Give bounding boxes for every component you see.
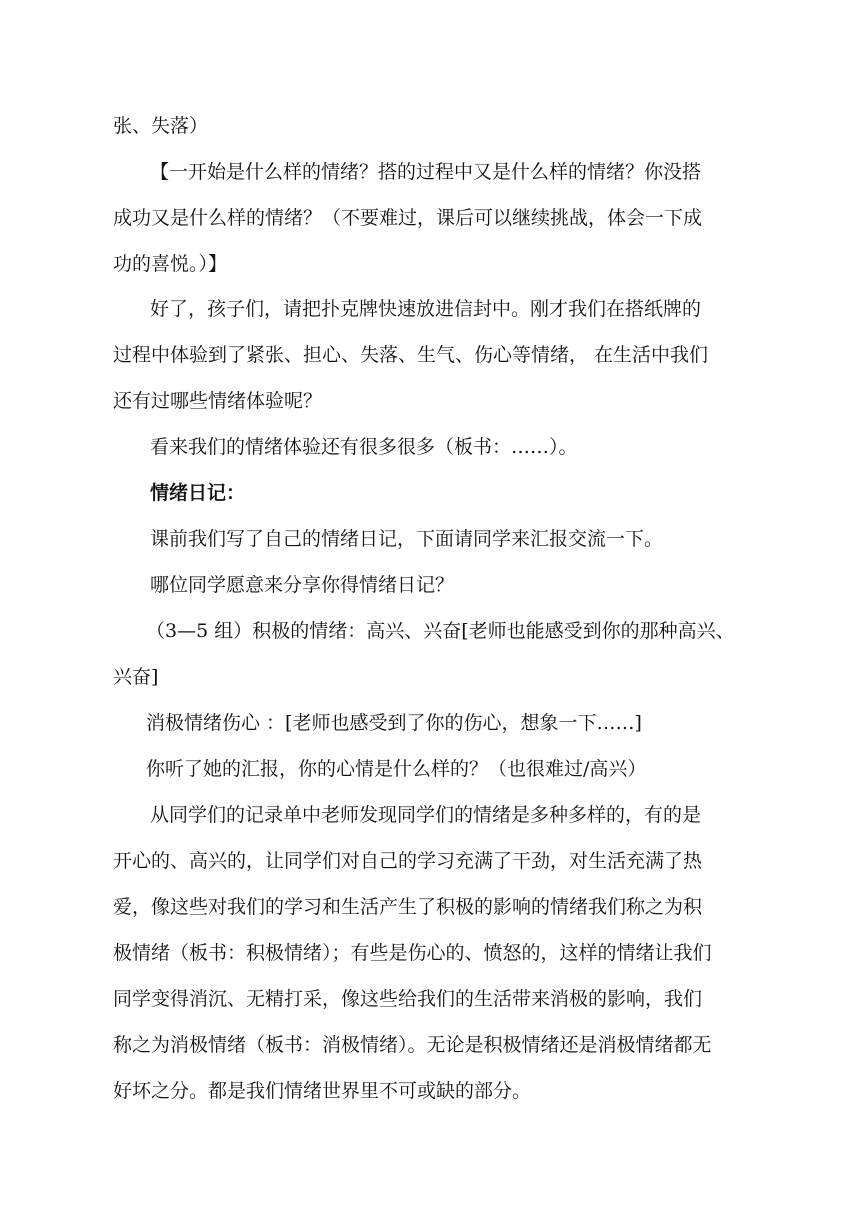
paragraph-line: 张、失落） <box>113 115 209 137</box>
paragraph-line: 你听了她的汇报，你的心情是什么样的？（也很难过/高兴） <box>146 758 647 780</box>
paragraph-line: 还有过哪些情绪体验呢？ <box>113 390 323 412</box>
paragraph-line: 哪位同学愿意来分享你得情绪日记？ <box>150 574 455 596</box>
paragraph-line: 过程中体验到了紧张、担心、失落、生气、伤心等情绪， 在生活中我们 <box>113 344 709 366</box>
paragraph-line: 消极情绪伤心 ：[老师也感受到了你的伤心，想象一下……] <box>146 712 642 734</box>
paragraph-line: 课前我们写了自己的情绪日记，下面请同学来汇报交流一下。 <box>150 528 664 550</box>
paragraph-line: 兴奋] <box>113 666 159 688</box>
paragraph-line: 成功又是什么样的情绪？（不要难过，课后可以继续挑战，体会一下成 <box>113 207 703 229</box>
paragraph-line: 开心的、高兴的，让同学们对自己的学习充满了干劲，对生活充满了热 <box>113 850 703 872</box>
paragraph-line: 【一开始是什么样的情绪？搭的过程中又是什么样的情绪？你没搭 <box>150 161 702 183</box>
paragraph-line: 爱，像这些对我们的学习和生活产生了积极的影响的情绪我们称之为积 <box>113 896 703 918</box>
paragraph-line: 功的喜悦。）】 <box>113 253 228 275</box>
paragraph-line: （3—5 组）积极的情绪：高兴、兴奋[老师也能感受到你的那种高兴、 <box>146 620 735 642</box>
section-heading: 情绪日记： <box>150 482 246 504</box>
paragraph-line: 好了，孩子们，请把扑克牌快速放进信封中。刚才我们在搭纸牌的 <box>150 298 702 320</box>
paragraph-line: 看来我们的情绪体验还有很多很多（板书：……）。 <box>150 436 578 458</box>
paragraph-line: 从同学们的记录单中老师发现同学们的情绪是多种多样的，有的是 <box>150 804 702 826</box>
paragraph-line: 极情绪（板书：积极情绪）；有些是伤心的、愤怒的，这样的情绪让我们 <box>113 942 712 964</box>
paragraph-line: 称之为消极情绪（板书：消极情绪）。无论是积极情绪还是消极情绪都无 <box>113 1034 712 1056</box>
paragraph-line: 好坏之分。都是我们情绪世界里不可或缺的部分。 <box>113 1080 532 1102</box>
paragraph-line: 同学变得消沉、无精打采，像这些给我们的生活带来消极的影响，我们 <box>113 988 703 1010</box>
